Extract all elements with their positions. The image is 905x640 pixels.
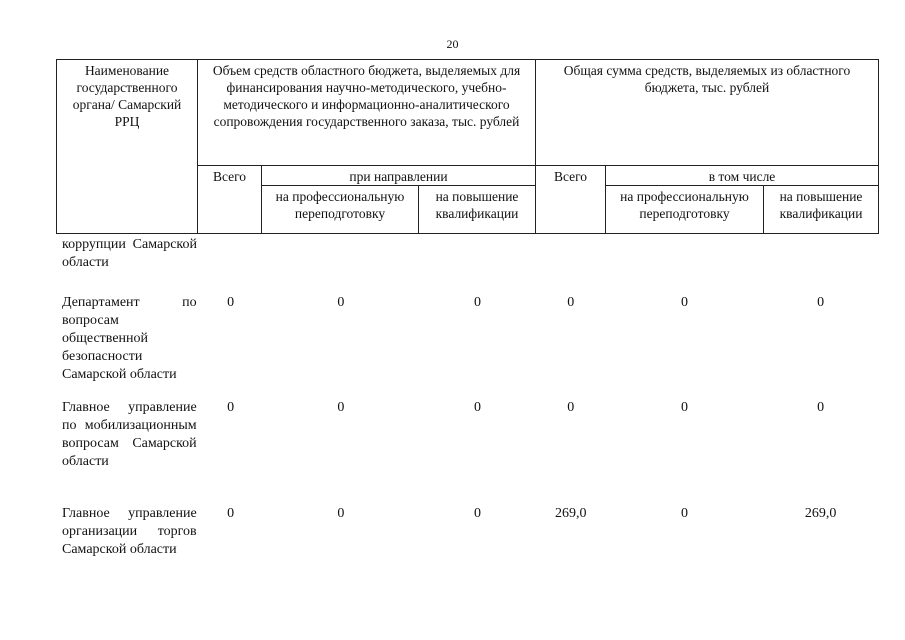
header-sub-1: при направлении [262,166,536,186]
cell-total-1: 0 [227,400,235,415]
header-total-2: Всего [536,166,606,234]
cell-total-1: 0 [227,506,235,521]
cell-qual-1: 0 [473,295,481,310]
table-header [56,59,879,234]
cell-total-1: 0 [227,295,235,310]
cell-prof-2: 0 [680,506,688,521]
row-name: коррупции Самарской области [62,237,197,270]
header-name-column: Наименование государственного органа/ Самарский РРЦ [57,60,198,234]
header-qual-1: на повышение квалификации [419,186,536,234]
row-name: Главное управление организации торгов Самарской области [62,506,197,557]
cell-prof-1: 0 [337,400,345,415]
header-group-1: Объем средств областного бюджета, выделяемых для финансирования научно-методического, учебно-методического и информационно-аналитического сопровождения государственного заказа, тыс. рублей [198,60,536,166]
cell-total-2: 0 [567,400,575,415]
header-prof-2: на профессиональную переподготовку [606,186,764,234]
cell-qual-2: 0 [817,400,825,415]
cell-qual-1: 0 [473,400,481,415]
header-prof-1: на профессиональную переподготовку [262,186,419,234]
page-number: 20 [446,37,459,51]
cell-total-2: 269,0 [555,506,587,521]
row-name: Департамент по вопросам общественной безопасности Самарской области [62,295,197,382]
row-name: Главное управление по мобилизационным вопросам Самарской области [62,400,197,469]
table-row [56,505,878,585]
cell-total-2: 0 [567,295,575,310]
table-row [56,399,878,505]
cell-qual-2: 269,0 [804,506,837,521]
cell-prof-2: 0 [680,400,688,415]
table-row [56,294,878,399]
header-total-1: Всего [198,166,262,234]
cell-prof-1: 0 [337,506,345,521]
cell-qual-2: 0 [817,295,825,310]
cell-qual-1: 0 [473,506,481,521]
table-body [56,236,878,585]
header-qual-2: на повышение квалификации [764,186,879,234]
cell-prof-1: 0 [337,295,345,310]
header-group-2: Общая сумма средств, выделяемых из областного бюджета, тыс. рублей [536,60,879,166]
header-sub-2: в том числе [606,166,879,186]
table-row [56,236,878,294]
cell-prof-2: 0 [680,295,688,310]
